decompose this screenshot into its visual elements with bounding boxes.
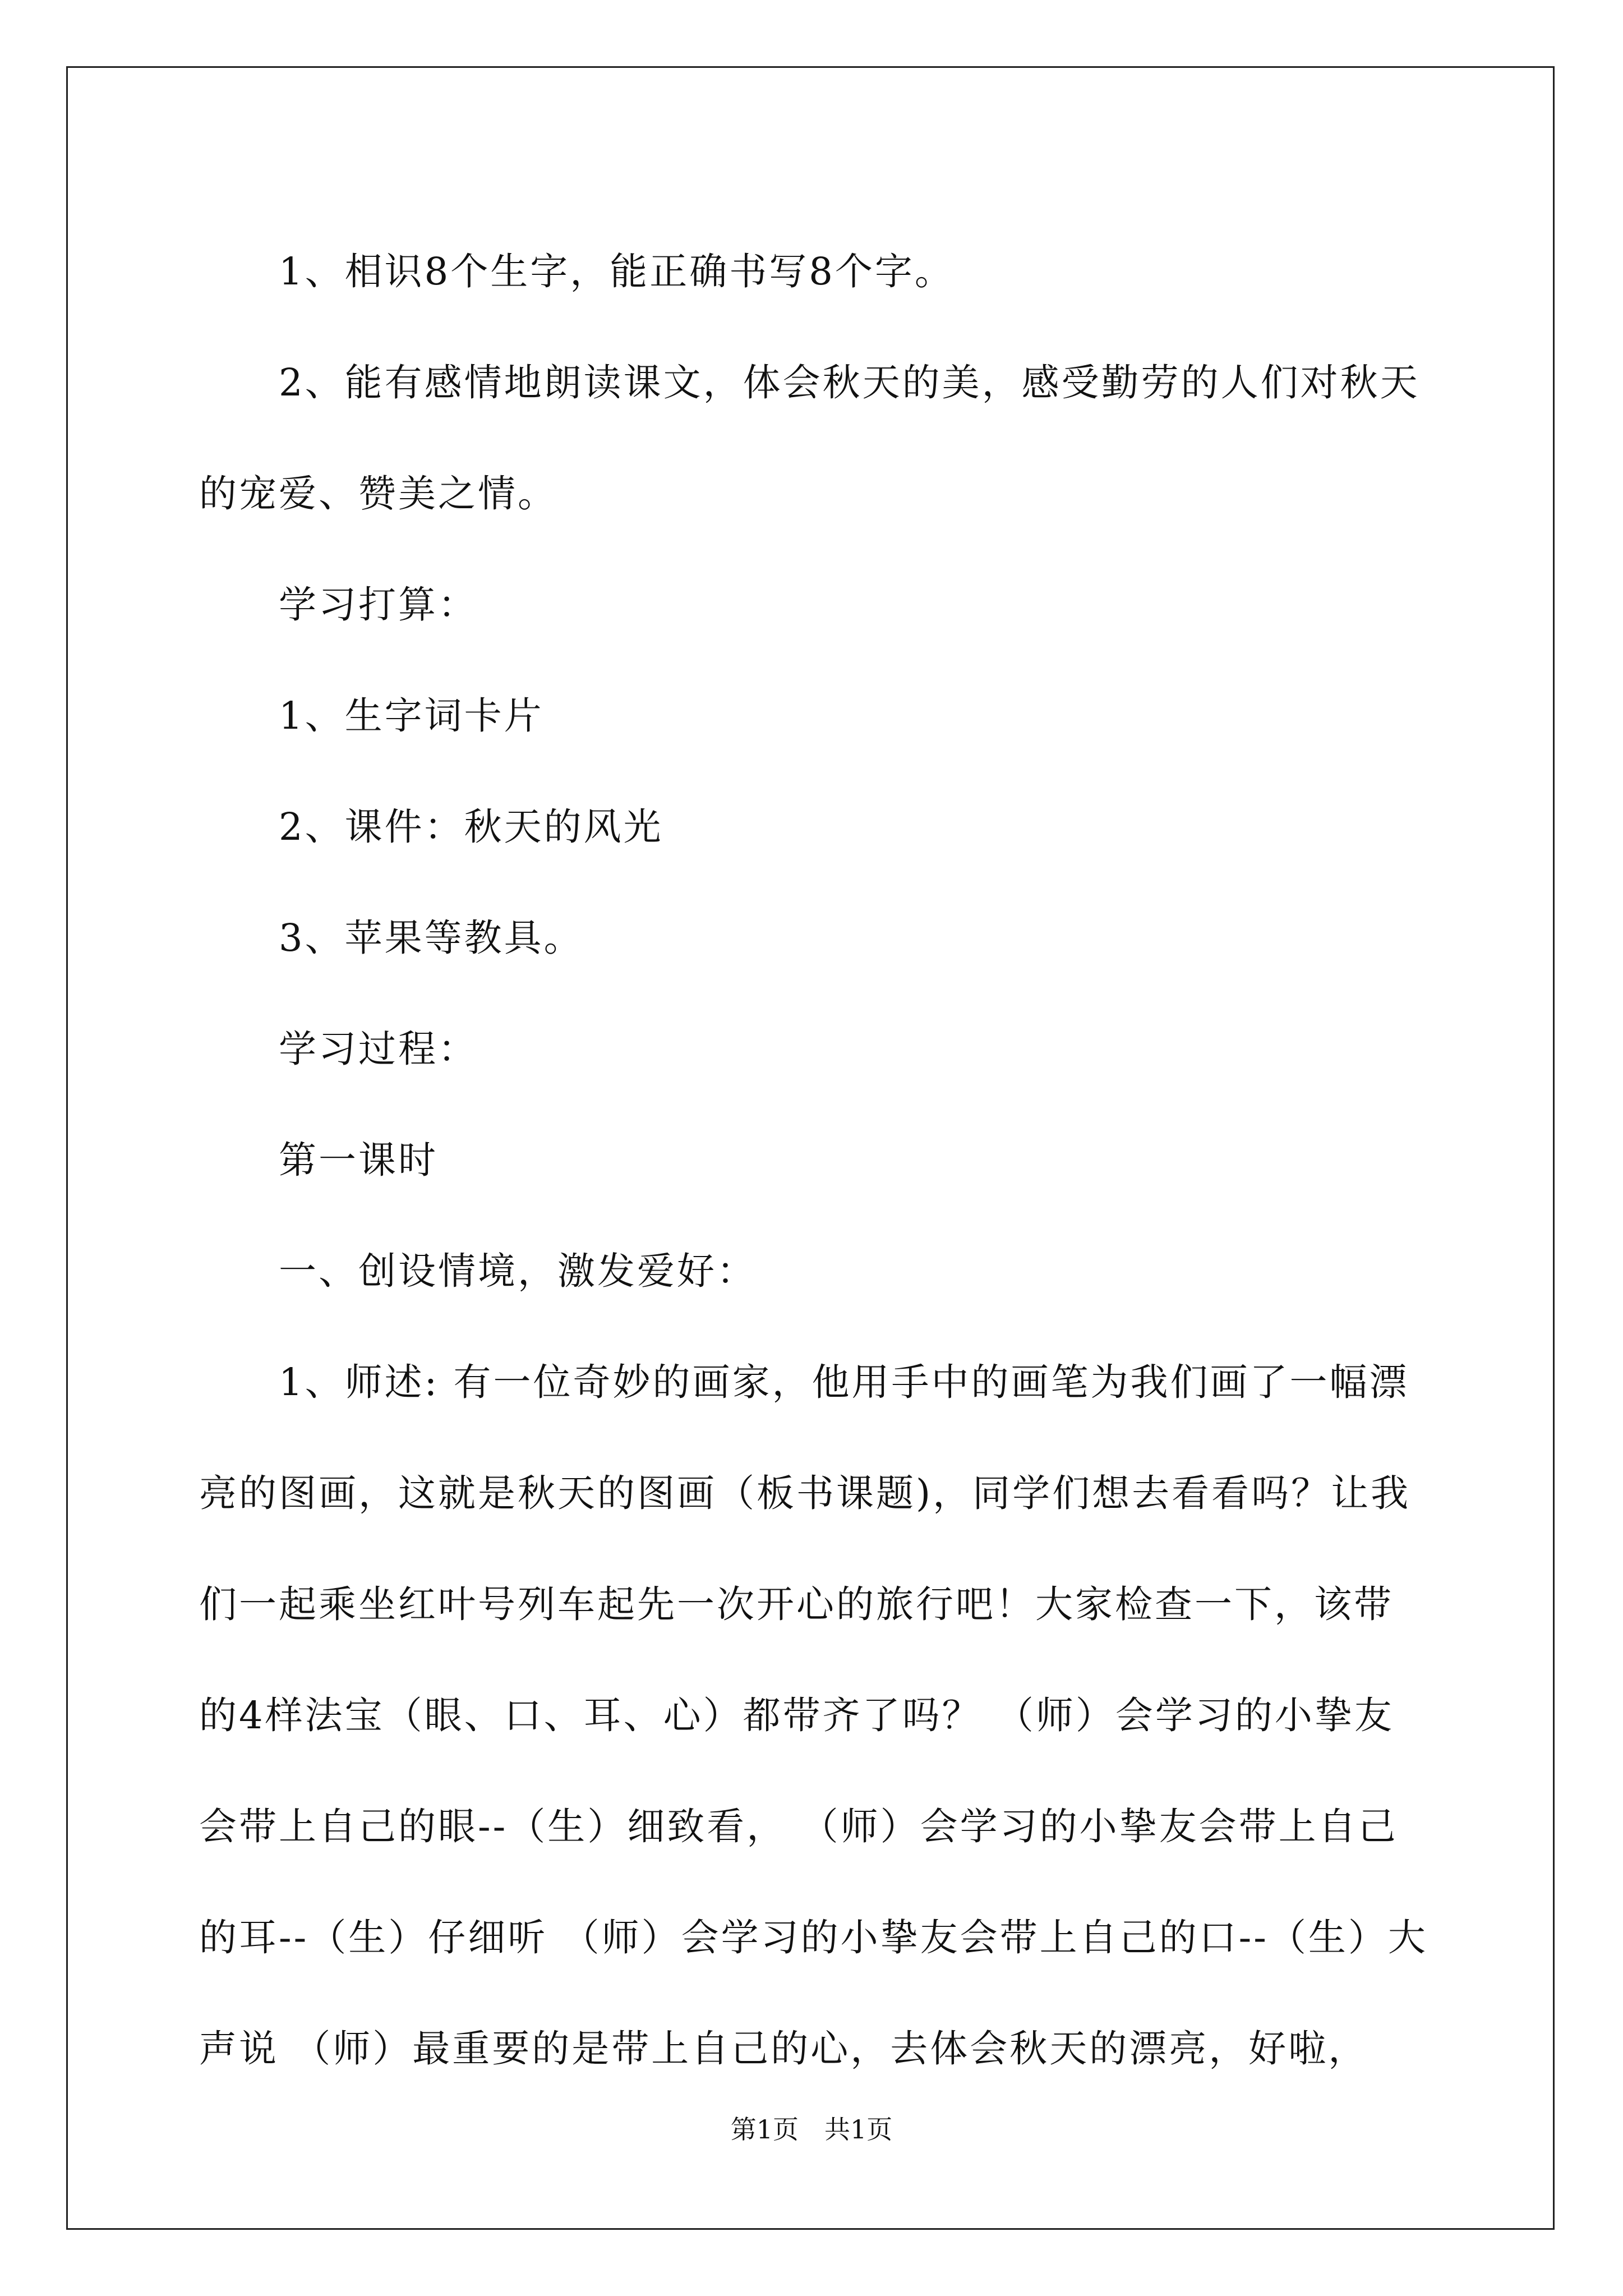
heading-section-one: 一、创设情境，激发爱好： <box>279 1249 757 1293</box>
heading-study-process: 学习过程： <box>279 1027 478 1071</box>
paragraph-teacher-narration: 1、师述: 有一位奇妙的画家，他用手中的画笔为我们画了一幅漂亮的图画，这就是秋天的图画（板书课题)，同学们想去看看吗？让我们一起乘坐红叶号列车起先一次开心的旅行吧！大家检查一下，该带的4样法宝（眼、口、耳、心）都带齐了吗？ （师）会学习的小挚友会带上自己的眼--（生）细致看， （师）会学习的小挚友会带上自己的耳--（生）仔细听 （师）会学习的小挚友会带上自己的口--（生）大声说 （师）最重要的是带上自己的心，去体会秋天的漂亮，好啦， <box>199 1360 1428 2070</box>
heading-first-lesson: 第一课时 <box>279 1138 438 1182</box>
paragraph-plan-3: 3、苹果等教具。 <box>279 916 584 960</box>
document-body <box>199 216 1433 2104</box>
paragraph-plan-1: 1、生字词卡片 <box>279 694 544 738</box>
heading-study-plan: 学习打算： <box>279 583 478 627</box>
paragraph-objective-2: 2、能有感情地朗读课文，体会秋天的美，感受勤劳的人们对秋天的宠爱、赞美之情。 <box>199 361 1420 516</box>
paragraph-plan-2: 2、课件：秋天的风光 <box>279 805 663 849</box>
paragraph-objective-1: 1、相识8个生字，能正确书写8个字。 <box>279 250 955 293</box>
page-number-footer: 第1页 共1页 <box>730 2114 893 2145</box>
